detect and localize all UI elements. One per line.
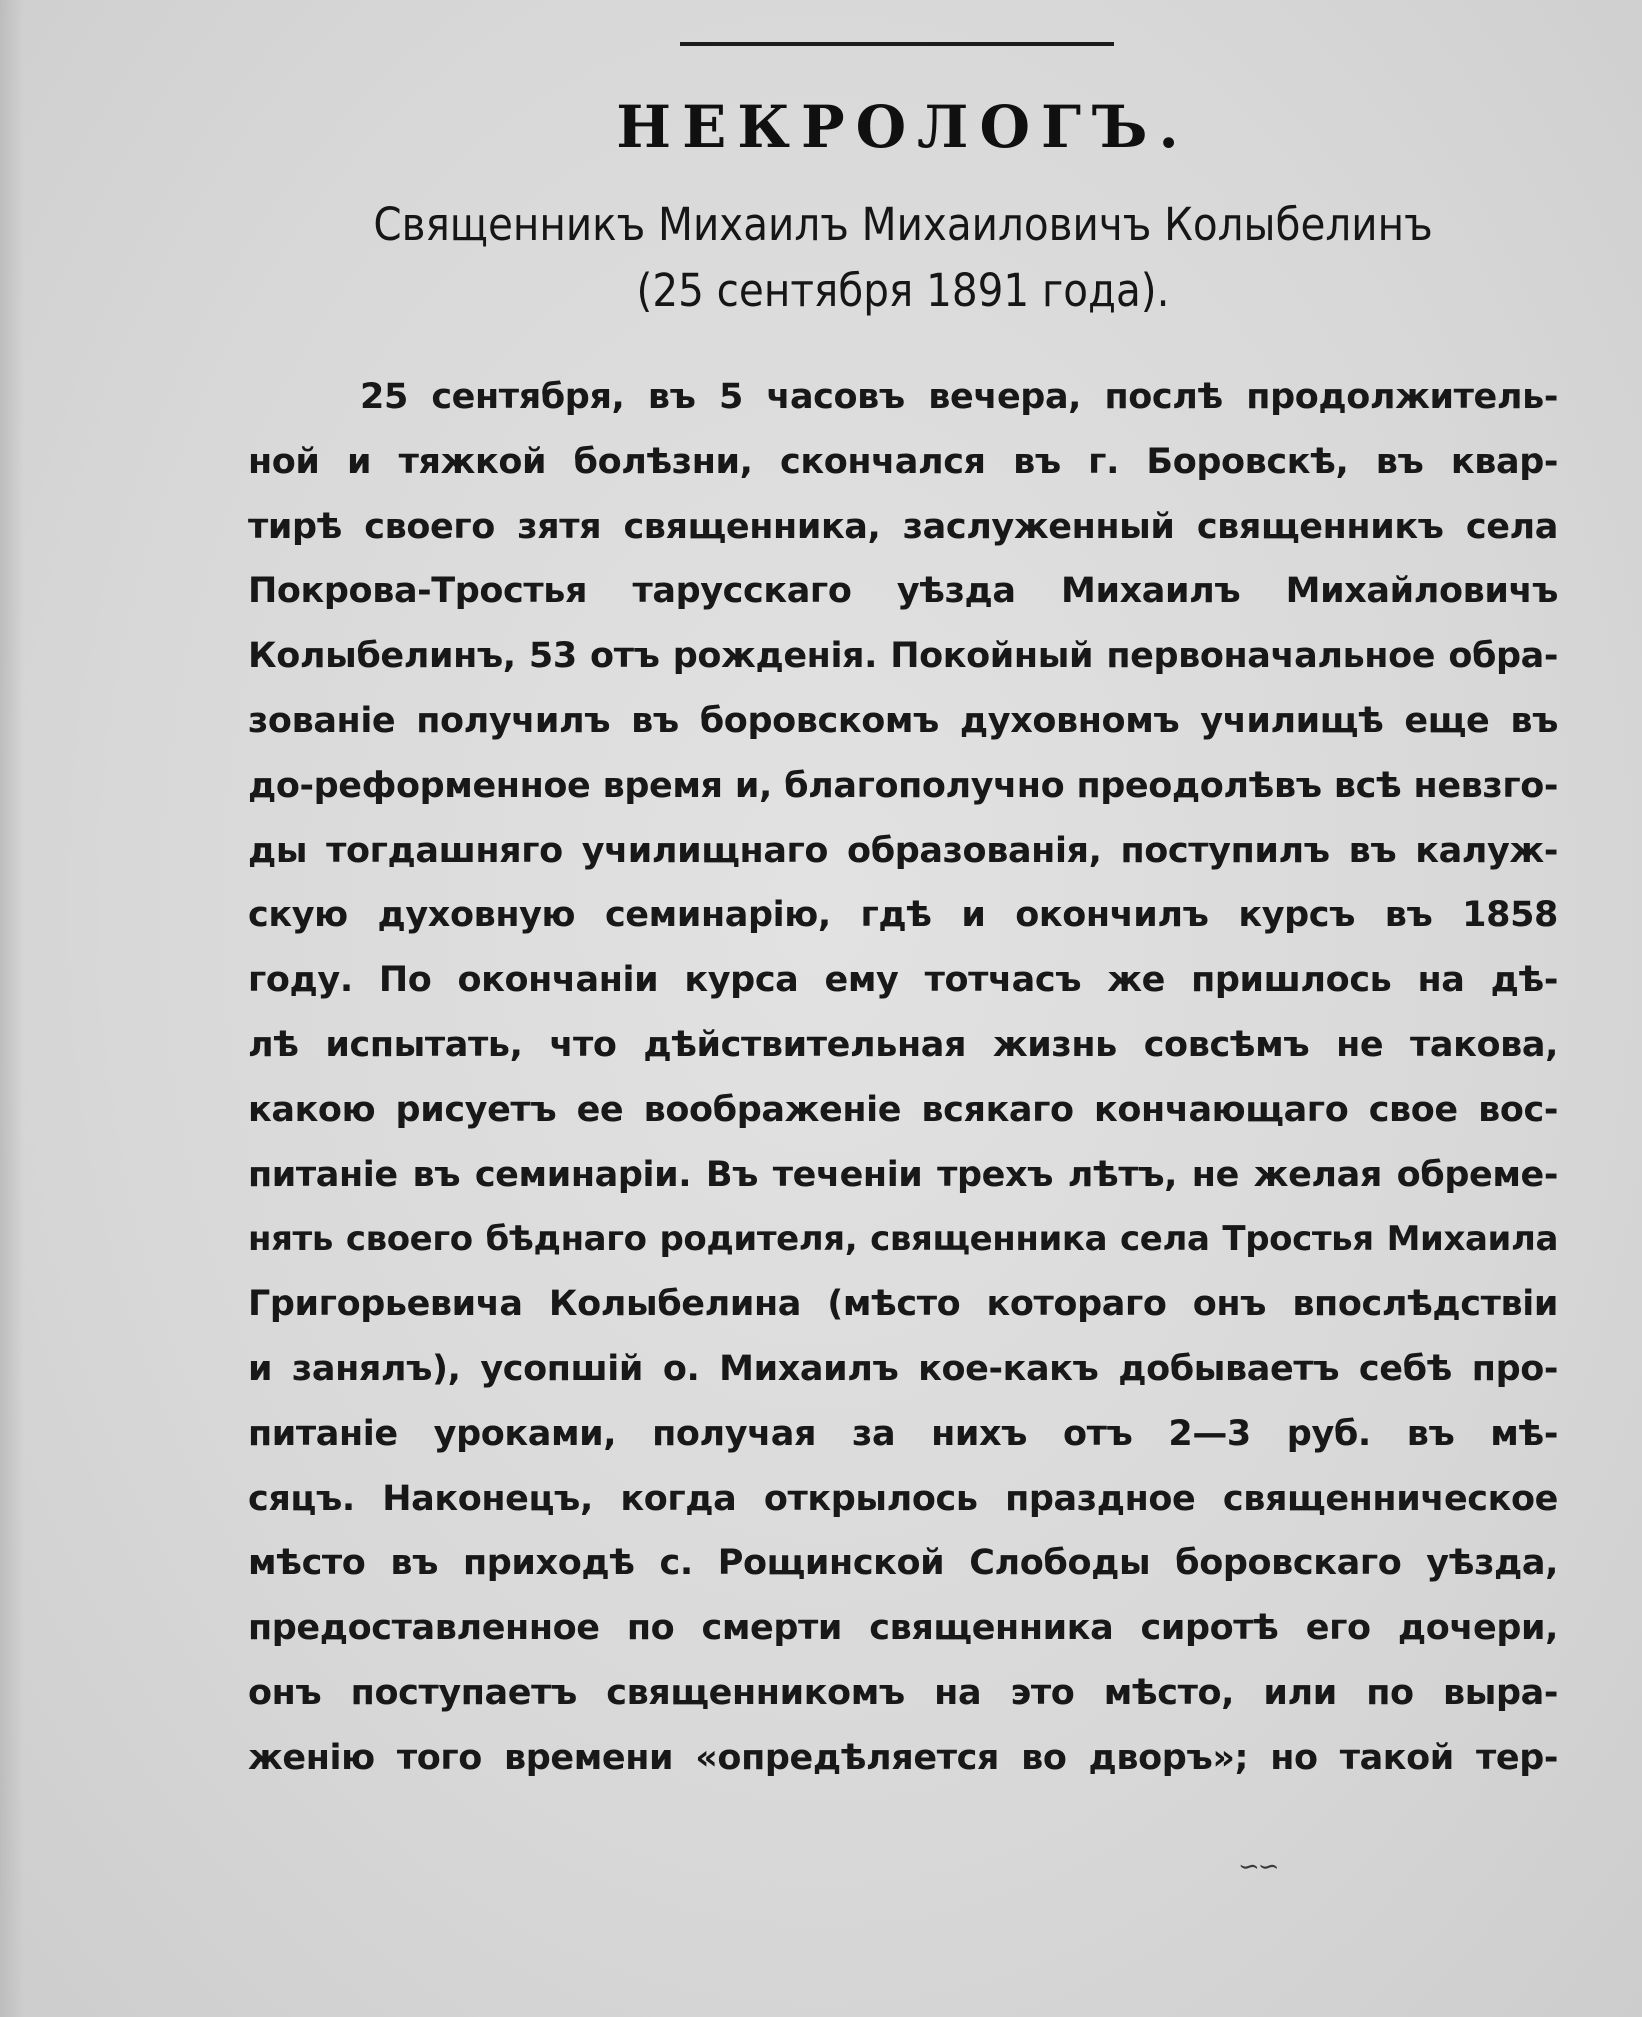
text-line: ды тогдашняго училищнаго образованія, поступилъ въ калуж-	[248, 830, 1558, 871]
text-line: и занялъ), усопшій о. Михаилъ кое-какъ добываетъ себѣ про-	[248, 1348, 1558, 1389]
text-line: какою рисуетъ ее воображеніе всякаго кончающаго свое вос-	[248, 1089, 1558, 1130]
top-rule-divider	[680, 42, 1114, 46]
text-line: зованіе получилъ въ боровскомъ духовномъ училищѣ еще въ	[248, 700, 1558, 741]
text-line: году. По окончаніи курса ему тотчасъ же пришлось на дѣ-	[248, 960, 1558, 1001]
text-line: предоставленное по смерти священника сиротѣ его дочери,	[248, 1608, 1558, 1649]
text-line: Григорьевича Колыбелина (мѣсто котораго онъ впослѣдствіи	[248, 1284, 1558, 1325]
text-line: питаніе уроками, получая за нихъ отъ 2—3 руб. въ мѣ-	[248, 1413, 1558, 1454]
text-line: скую духовную семинарію, гдѣ и окончилъ курсъ въ 1858	[248, 895, 1558, 936]
subtitle-date-line: (25 сентября 1891 года).	[636, 264, 1170, 317]
text-line: лѣ испытать, что дѣйствительная жизнь совсѣмъ не такова,	[248, 1024, 1558, 1065]
text-line: Колыбелинъ, 53 отъ рожденія. Покойный первоначальное обра-	[248, 636, 1558, 677]
heading-title: НЕКРОЛОГЪ.	[616, 93, 1190, 161]
ornament-mark: ∽∽	[1238, 1852, 1278, 1882]
subtitle-name-line: Священникъ Михаилъ Михаиловичъ Колыбелинъ	[373, 198, 1433, 251]
text-line: онъ поступаетъ священникомъ на это мѣсто, или по выра-	[248, 1672, 1558, 1713]
text-line: Покрова-Тростья тарусскаго уѣзда Михаилъ Михайловичъ	[248, 571, 1558, 612]
text-line: нять своего бѣднаго родителя, священника села Тростья Михаила	[248, 1219, 1558, 1260]
page-edge-shadow	[0, 0, 24, 2017]
text-line: 25 сентября, въ 5 часовъ вечера, послѣ продолжитель-	[360, 377, 1558, 417]
text-line: мѣсто въ приходѣ с. Рощинской Слободы боровскаго уѣзда,	[248, 1543, 1558, 1584]
text-line: женію того времени «опредѣляется во дворъ»; но такой тер-	[248, 1737, 1558, 1778]
text-line: ной и тяжкой болѣзни, скончался въ г. Боровскѣ, въ квар-	[248, 441, 1558, 482]
text-line: тирѣ своего зятя священника, заслуженный священникъ села	[248, 506, 1558, 547]
body-paragraph	[248, 365, 1558, 1791]
text-line: до-реформенное время и, благополучно преодолѣвъ всѣ невзго-	[248, 765, 1558, 806]
text-line: сяцъ. Наконецъ, когда открылось праздное священническое	[248, 1478, 1558, 1519]
obituary-subtitle	[248, 192, 1558, 324]
text-line: питаніе въ семинаріи. Въ теченіи трехъ лѣтъ, не желая обреме-	[248, 1154, 1558, 1195]
